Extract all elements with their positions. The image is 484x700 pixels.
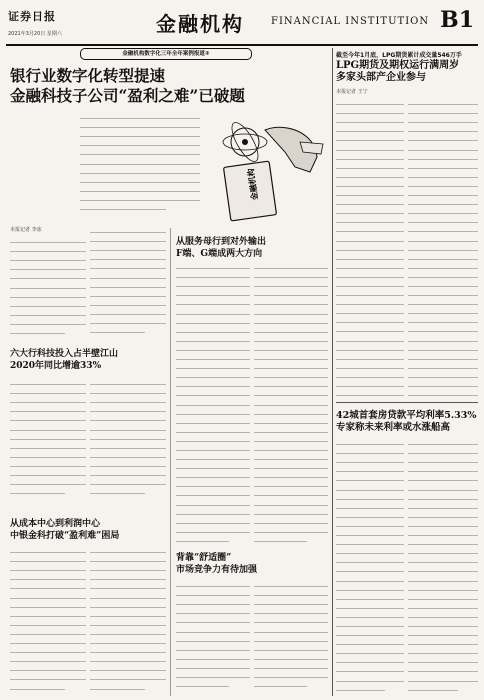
column-rule — [170, 228, 171, 696]
column-rule — [332, 48, 333, 696]
section-title-en: FINANCIAL INSTITUTION — [271, 16, 430, 27]
subhead-chengben: 从成本中心到利润中心 中银金科打破“盈利难”困局 — [10, 519, 120, 541]
article-body — [336, 438, 404, 694]
series-banner: 金融机构数字化三年全年案例报道② — [80, 48, 252, 60]
newspaper-logo: 证券日报 — [8, 10, 56, 23]
rate-headline: 42城首套房贷款平均利率5.33% 专家称未来利率或水涨船高 — [336, 410, 477, 433]
svg-text:金融机构: 金融机构 — [246, 167, 260, 201]
lpg-kicker: 截至今年1月底，LPG期货累计成交量546万手 — [336, 52, 462, 59]
lead-headline-line1: 银行业数字化转型提速 — [10, 66, 166, 85]
article-body — [408, 438, 478, 694]
lead-headline — [10, 66, 340, 106]
article-body — [10, 546, 86, 694]
subhead-liuda: 六大行科技投入占半壁江山 2020年同比增逾33% — [10, 349, 119, 371]
dateline: 2021年3月20日 星期六 — [8, 31, 62, 37]
lpg-headline: LPG期货及期权运行满周岁 多家头部产企业参与 — [336, 60, 460, 83]
lead-intro-text — [80, 112, 200, 216]
article-body — [336, 98, 404, 398]
article-body — [254, 580, 328, 694]
article-body — [90, 226, 166, 336]
article-body — [90, 546, 166, 694]
subhead-beikao: 背靠“舒适圈” 市场竞争力有待加强 — [176, 553, 258, 575]
lead-illustration — [205, 112, 330, 224]
lead-headline-line2: 金融科技子公司“盈利之难”已破题 — [10, 86, 245, 105]
byline: 本报记者 李冰 — [10, 227, 42, 233]
masthead — [6, 4, 478, 46]
section-divider — [336, 402, 478, 403]
byline: 本报记者 王宁 — [336, 89, 368, 95]
subhead-fuwu: 从服务母行到对外输出 F端、G端成两大方向 — [176, 237, 267, 259]
article-body — [176, 580, 250, 694]
page-number: B1 — [440, 7, 474, 33]
article-body — [408, 98, 478, 398]
section-title-cn: 金融机构 — [156, 12, 244, 36]
article-body — [10, 378, 86, 498]
article-body — [176, 262, 250, 542]
article-body — [90, 378, 166, 498]
article-body — [10, 236, 86, 336]
article-body — [254, 262, 328, 542]
